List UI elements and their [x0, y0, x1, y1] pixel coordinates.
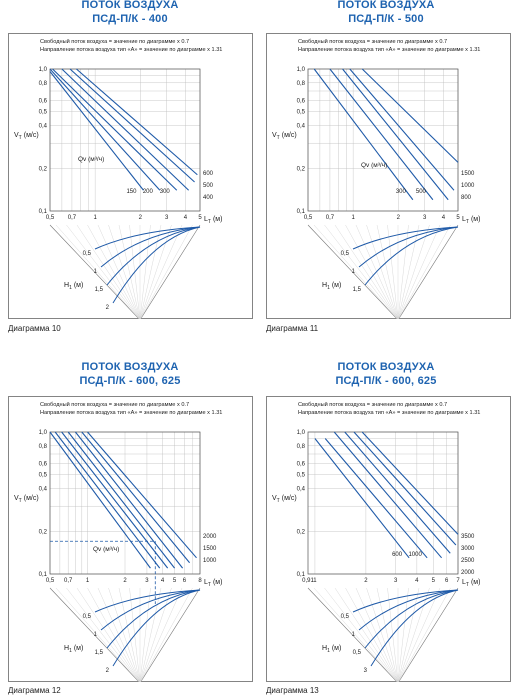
y-tick-label: 0,4: [296, 123, 305, 130]
h-curve-label: 0,5: [82, 614, 91, 620]
y-tick-label: 0,6: [38, 461, 47, 468]
y-axis-unit: (м/с): [281, 132, 297, 139]
h-curve-label: 0,5: [340, 251, 349, 257]
h-curve-label: 1,5: [94, 650, 103, 656]
x-axis-symbol: L: [204, 579, 208, 586]
x-tick-label: 4: [441, 215, 446, 221]
panel-3-chart: [8, 396, 253, 682]
x-tick-label: 0,5: [45, 578, 55, 584]
h-axis-unit: (м): [331, 282, 342, 289]
panel-3-title-line1: ПОТОК ВОЗДУХА: [81, 361, 179, 373]
panel-2-title-line1: ПОТОК ВОЗДУХА: [337, 0, 435, 11]
x-tick-label: 2: [396, 215, 400, 221]
series-end-label: 3000: [461, 546, 475, 552]
h-axis-subscript: 1: [327, 285, 330, 291]
x-tick-label: 7: [456, 578, 460, 584]
panel-4-title-line2: ПСД-П/К - 600, 625: [335, 375, 437, 387]
x-tick-label: 0,5: [303, 215, 313, 221]
x-tick-label: 3: [145, 578, 149, 584]
y-tick-label: 0,8: [296, 443, 305, 450]
series-inline-label: 200: [142, 189, 153, 195]
note-flow-type-a: Направление потока воздуха тип «А» = значение по диаграмме x 1.31: [40, 47, 223, 53]
x-tick-label: 2: [123, 578, 127, 584]
series-end-label: 600: [203, 171, 214, 177]
note-flow-type-a: Направление потока воздуха тип «А» = значение по диаграмме x 1.31: [40, 410, 223, 416]
series-end-label: 1500: [461, 171, 475, 177]
y-tick-label: 1,0: [296, 67, 305, 73]
y-tick-label: 0,1: [296, 209, 305, 215]
x-axis-symbol: L: [462, 579, 466, 586]
x-tick-label: 4: [415, 578, 419, 584]
y-axis-subscript: T: [18, 498, 22, 504]
note-free-flow: Свободный поток воздуха = значение по диаграмме x 0.7: [298, 402, 448, 408]
qv-label: Qv (м³/ч): [93, 546, 120, 553]
x-axis-subscript: T: [207, 219, 211, 225]
note-free-flow: Свободный поток воздуха = значение по диаграмме x 0.7: [40, 402, 190, 408]
series-end-label: 2000: [203, 534, 217, 540]
h-curve-label: 2: [105, 668, 109, 674]
x-tick-label: 5: [431, 578, 435, 584]
h-axis-symbol: H: [64, 645, 70, 652]
series-inline-label: 500: [415, 189, 426, 195]
h-curve-label: 1,5: [94, 287, 103, 293]
panel-4-title-line1: ПОТОК ВОЗДУХА: [337, 361, 435, 373]
panel-frame: [9, 34, 253, 319]
x-tick-label: 1: [93, 215, 97, 221]
y-tick-label: 1,0: [38, 67, 47, 73]
panel-4-caption: Диаграмма 13: [266, 686, 319, 695]
y-axis-symbol: V: [14, 495, 19, 502]
y-tick-label: 0,6: [296, 98, 305, 105]
y-axis-subscript: T: [276, 135, 280, 141]
y-axis-symbol: V: [14, 132, 19, 139]
y-tick-label: 0,5: [296, 109, 305, 116]
panel-1-caption: Диаграмма 10: [8, 324, 61, 333]
y-axis-subscript: T: [276, 498, 280, 504]
series-inline-label: 300: [159, 189, 170, 195]
series-end-label: 1000: [203, 558, 217, 564]
h-curve-label: 0,5: [352, 650, 361, 656]
note-flow-type-a: Направление потока воздуха тип «А» = значение по диаграмме x 1.31: [298, 410, 481, 416]
x-axis-symbol: L: [204, 216, 208, 223]
panel-2-caption: Диаграмма 11: [266, 324, 319, 333]
h-axis-symbol: H: [322, 282, 328, 289]
h-axis-unit: (м): [331, 645, 342, 652]
x-tick-label: 0,5: [45, 215, 55, 221]
series-inline-label: 1000: [408, 552, 422, 558]
y-tick-label: 0,4: [38, 486, 47, 493]
y-axis-unit: (м/с): [281, 495, 297, 502]
series-end-label: 2500: [461, 558, 475, 564]
x-tick-label: 3: [394, 578, 398, 584]
panel-2-chart: [266, 33, 511, 319]
x-axis-subscript: T: [465, 219, 469, 225]
y-tick-label: 0,1: [38, 209, 47, 215]
h-axis-subscript: 1: [69, 285, 72, 291]
y-tick-label: 0,4: [296, 486, 305, 493]
x-axis-subscript: T: [207, 582, 211, 588]
x-tick-label: 0,7: [67, 215, 77, 221]
panel-3-caption: Диаграмма 12: [8, 686, 61, 695]
x-tick-label: 3: [165, 215, 169, 221]
x-tick-label: 0,91: [302, 578, 314, 584]
panel-1-title-line1: ПОТОК ВОЗДУХА: [81, 0, 179, 11]
x-tick-label: 1: [85, 578, 90, 584]
note-free-flow: Свободный поток воздуха = значение по диаграмме x 0.7: [298, 39, 448, 45]
panel-4-chart: [266, 396, 511, 682]
x-axis-subscript: T: [465, 582, 469, 588]
y-tick-label: 0,1: [296, 572, 305, 578]
h-curve-label: 1,5: [352, 287, 361, 293]
x-tick-label: 2: [364, 578, 368, 584]
note-free-flow: Свободный поток воздуха = значение по диаграмме x 0.7: [40, 39, 190, 45]
y-axis-symbol: V: [272, 495, 277, 502]
x-axis-unit: (м): [470, 579, 481, 586]
y-tick-label: 0,1: [38, 572, 47, 578]
x-axis-symbol: L: [462, 216, 466, 223]
h-axis-subscript: 1: [69, 648, 72, 654]
x-tick-label: 4: [160, 578, 165, 584]
y-tick-label: 0,5: [38, 472, 47, 479]
x-tick-label: 5: [172, 578, 177, 584]
panel-1-title-line2: ПСД-П/К - 400: [92, 13, 168, 25]
panel-3-title-line2: ПСД-П/К - 600, 625: [79, 375, 181, 387]
y-tick-label: 0,2: [296, 529, 305, 536]
y-tick-label: 0,2: [296, 166, 305, 173]
x-tick-label: 6: [444, 578, 449, 584]
panel-3-title: [0, 360, 260, 388]
y-tick-label: 0,6: [296, 461, 305, 468]
x-tick-label: 5: [198, 215, 202, 221]
y-tick-label: 1,0: [296, 430, 305, 436]
series-end-label: 400: [203, 195, 214, 201]
h-axis-symbol: H: [322, 645, 328, 652]
h-curve-label: 1: [93, 632, 97, 638]
series-inline-label: 300: [395, 189, 406, 195]
h-curve-label: 1: [351, 269, 355, 275]
x-tick-label: 0,7: [325, 215, 335, 221]
h-axis-unit: (м): [73, 282, 84, 289]
h-axis-unit: (м): [73, 645, 84, 652]
h-curve-label: 3: [363, 668, 367, 674]
series-end-label: 1000: [461, 183, 475, 189]
x-tick-label: 0,7: [64, 578, 73, 584]
h-curve-label: 1: [351, 632, 355, 638]
x-tick-label: 6: [182, 578, 187, 584]
y-axis-symbol: V: [272, 132, 277, 139]
panel-1-chart: [8, 33, 253, 319]
qv-label: Qv (м³/ч): [78, 156, 105, 163]
y-tick-label: 0,5: [296, 472, 305, 479]
series-end-label: 3500: [461, 534, 475, 540]
h-axis-symbol: H: [64, 282, 70, 289]
y-tick-label: 0,2: [38, 166, 47, 173]
x-axis-unit: (м): [212, 579, 223, 586]
h-axis-subscript: 1: [327, 648, 330, 654]
series-end-label: 2000: [461, 570, 475, 576]
y-tick-label: 0,2: [38, 529, 47, 536]
y-tick-label: 0,5: [38, 109, 47, 116]
y-tick-label: 1,0: [38, 430, 47, 436]
y-axis-subscript: T: [18, 135, 22, 141]
y-tick-label: 0,8: [38, 443, 47, 450]
y-axis-unit: (м/с): [23, 132, 39, 139]
y-tick-label: 0,6: [38, 98, 47, 105]
x-tick-label: 5: [456, 215, 460, 221]
h-curve-label: 2: [105, 305, 109, 311]
x-axis-unit: (м): [212, 216, 223, 223]
y-tick-label: 0,4: [38, 123, 47, 130]
y-tick-label: 0,8: [38, 80, 47, 87]
panel-2-title: [256, 0, 516, 26]
x-tick-label: 1: [313, 578, 317, 584]
x-tick-label: 2: [138, 215, 142, 221]
h-curve-label: 1: [93, 269, 97, 275]
h-curve-label: 0,5: [340, 614, 349, 620]
qv-label: Qv (м³/ч): [361, 162, 388, 169]
series-end-label: 1500: [203, 546, 217, 552]
x-tick-label: 4: [183, 215, 188, 221]
y-tick-label: 0,8: [296, 80, 305, 87]
panel-1-title: [0, 0, 260, 26]
x-axis-unit: (м): [470, 216, 481, 223]
series-inline-label: 150: [126, 189, 137, 195]
y-axis-unit: (м/с): [23, 495, 39, 502]
x-tick-label: 1: [351, 215, 355, 221]
panel-4-title: [256, 360, 516, 388]
x-tick-label: 3: [423, 215, 427, 221]
series-end-label: 800: [461, 195, 472, 201]
series-end-label: 500: [203, 183, 214, 189]
series-inline-label: 600: [392, 552, 403, 558]
x-tick-label: 8: [198, 578, 202, 584]
note-flow-type-a: Направление потока воздуха тип «А» = значение по диаграмме x 1.31: [298, 47, 481, 53]
panel-2-title-line2: ПСД-П/К - 500: [348, 13, 424, 25]
h-curve-label: 0,5: [82, 251, 91, 257]
